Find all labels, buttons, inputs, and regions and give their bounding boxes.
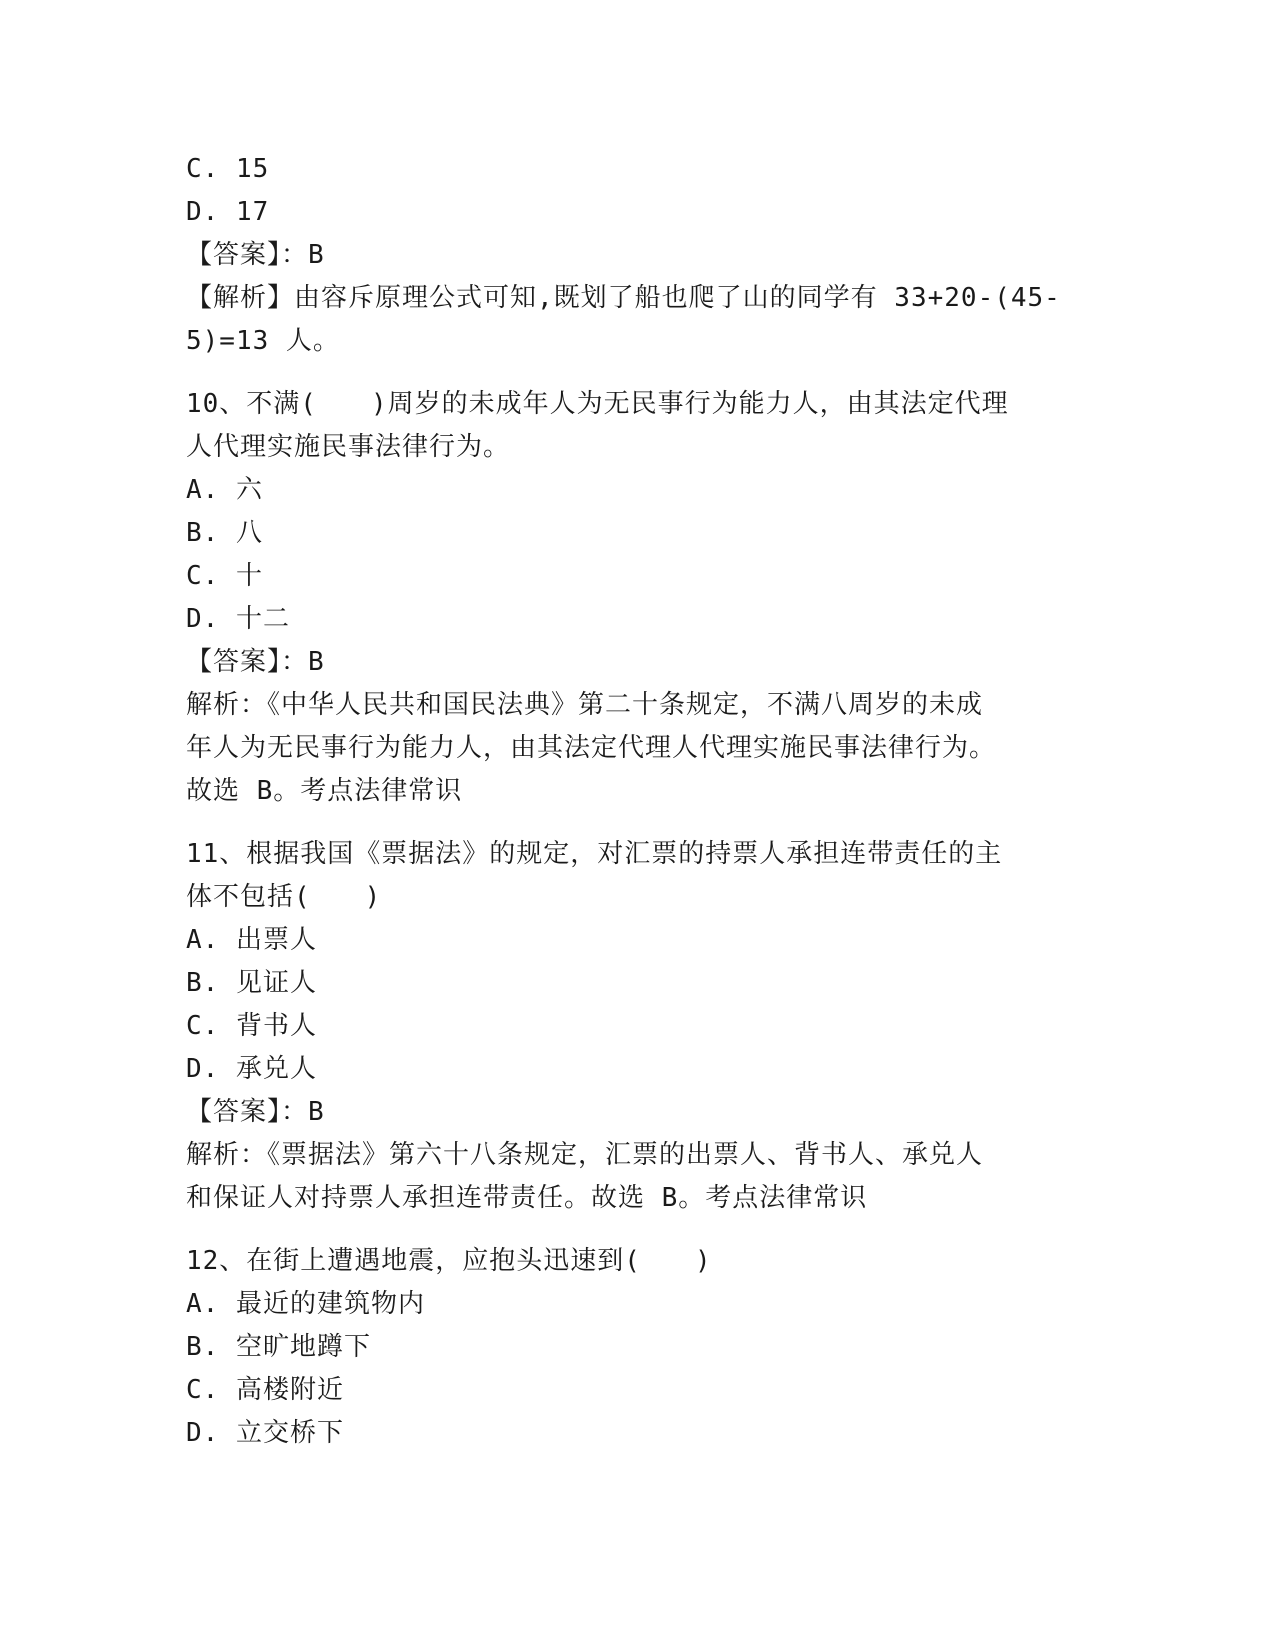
document-page	[186, 148, 1066, 1455]
option-c: C. 15	[186, 154, 270, 184]
option-c: C. 背书人	[186, 1011, 317, 1041]
option-d: D. 十二	[186, 604, 290, 634]
question-9-tail	[186, 148, 1066, 363]
analysis-line: 5)=13 人。	[186, 326, 340, 356]
option-c: C. 十	[186, 561, 263, 591]
option-a: A. 六	[186, 475, 263, 505]
question-11	[186, 833, 1066, 1220]
question-stem: 体不包括( )	[186, 882, 382, 912]
answer: 【答案】：B	[186, 1097, 325, 1127]
option-d: D. 立交桥下	[186, 1418, 344, 1448]
option-b: B. 见证人	[186, 968, 317, 998]
spacer	[186, 363, 1066, 383]
option-d: D. 承兑人	[186, 1054, 317, 1084]
analysis-line: 解析：《中华人民共和国民法典》第二十条规定，不满八周岁的未成	[186, 690, 984, 720]
option-d: D. 17	[186, 197, 270, 227]
option-a: A. 出票人	[186, 925, 317, 955]
analysis-line: 【解析】由容斥原理公式可知,既划了船也爬了山的同学有 33+20-(45-	[186, 283, 1061, 313]
question-stem: 10、不满( )周岁的未成年人为无民事行为能力人，由其法定代理	[186, 389, 1009, 419]
option-a: A. 最近的建筑物内	[186, 1289, 425, 1319]
analysis-line: 解析：《票据法》第六十八条规定，汇票的出票人、背书人、承兑人	[186, 1140, 984, 1170]
option-c: C. 高楼附近	[186, 1375, 344, 1405]
analysis-line: 和保证人对持票人承担连带责任。故选 B。考点法律常识	[186, 1183, 868, 1213]
option-b: B. 八	[186, 518, 263, 548]
answer: 【答案】：B	[186, 647, 325, 677]
question-10	[186, 383, 1066, 813]
question-stem: 人代理实施民事法律行为。	[186, 432, 511, 462]
question-12	[186, 1240, 1066, 1455]
analysis-line: 故选 B。考点法律常识	[186, 776, 463, 806]
question-stem: 11、根据我国《票据法》的规定，对汇票的持票人承担连带责任的主	[186, 839, 1003, 869]
analysis-line: 年人为无民事行为能力人，由其法定代理人代理实施民事法律行为。	[186, 733, 997, 763]
option-b: B. 空旷地蹲下	[186, 1332, 371, 1362]
question-stem: 12、在街上遭遇地震，应抱头迅速到( )	[186, 1246, 712, 1276]
spacer	[186, 813, 1066, 833]
spacer	[186, 1220, 1066, 1240]
answer: 【答案】：B	[186, 240, 325, 270]
